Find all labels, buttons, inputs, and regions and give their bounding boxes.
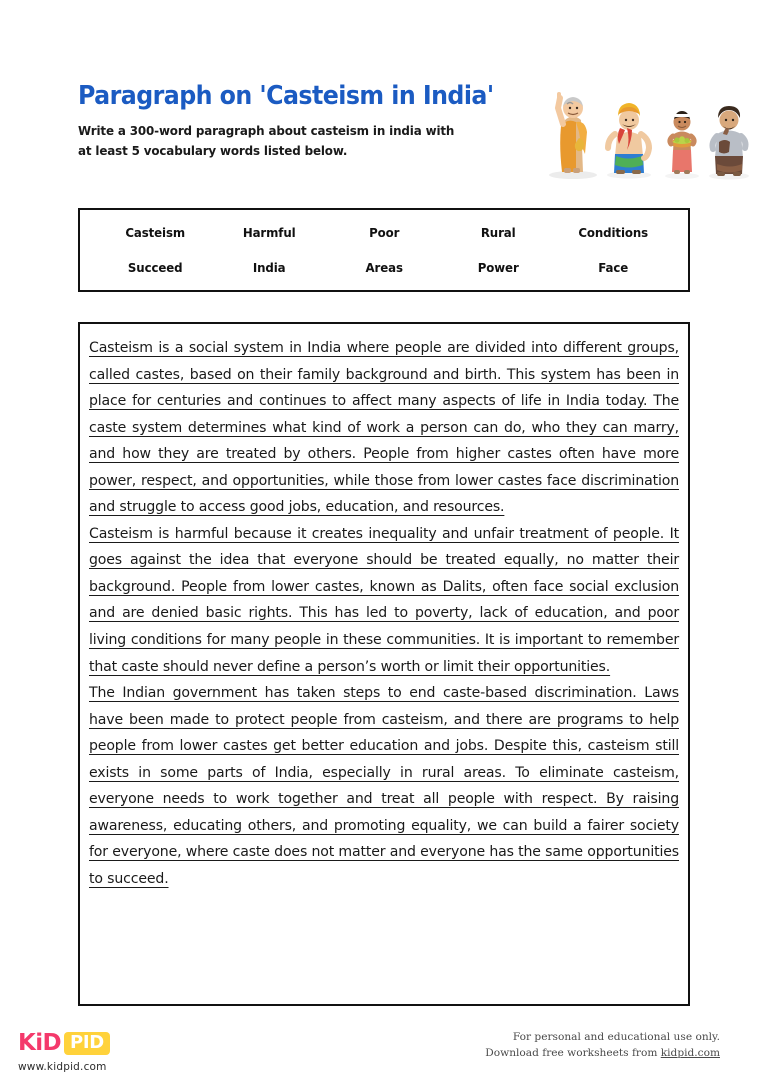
instructions-line-2: at least 5 vocabulary words listed below. xyxy=(78,142,348,158)
essay-answer-box[interactable] xyxy=(78,322,690,1006)
vocabulary-word: Succeed xyxy=(127,260,183,275)
vocabulary-word: Casteism xyxy=(125,225,186,240)
page-footer xyxy=(0,1026,768,1086)
essay-paragraph: Casteism is harmful because it creates inequality and unfair treatment of people. It goes against the idea that everyone should be treated equally, no matter their background. People from lower castes, known as Dalits, often face social exclusion and are denied basic rights. This has led to poverty, lack of education, and poor living conditions for many people in these communities. It is important to remember that caste should never define a person’s worth or limit their opportunities. xyxy=(89,525,679,675)
vocabulary-row-1 xyxy=(98,215,670,250)
logo-kid-text: KiD xyxy=(18,1029,61,1056)
vocabulary-word: India xyxy=(253,260,286,275)
logo-website-url: www.kidpid.com xyxy=(18,1061,107,1073)
header-text-block xyxy=(78,82,548,160)
footer-usage-notice xyxy=(485,1030,720,1062)
worksheet-instructions xyxy=(78,121,529,160)
vocabulary-word: Areas xyxy=(365,260,403,275)
shudra-worker-figure xyxy=(713,106,746,176)
vocabulary-word: Face xyxy=(597,260,628,275)
vaishya-merchant-figure xyxy=(670,111,694,174)
kidpid-link[interactable]: kidpid.com xyxy=(660,1046,720,1059)
vocabulary-word: Harmful xyxy=(243,225,296,240)
four-caste-figures-illustration xyxy=(543,76,755,180)
footer-notice-line-2 xyxy=(485,1046,720,1062)
logo-mark xyxy=(18,1030,208,1056)
vocabulary-word: Poor xyxy=(368,225,400,240)
essay-paragraph: The Indian government has taken steps to end caste-based discrimination. Laws have been made to protect people from casteism, and there are programs to help people from lower castes get better education and jobs. Despite this, casteism still exists in some parts of India, especially in rural areas. To eliminate casteism, everyone needs to work together and treat all people with respect. By raising awareness, educating others, and promoting equality, we can build a fairer society for everyone, where caste does not matter and everyone has the same opportunities to succeed. xyxy=(89,685,679,887)
essay-paragraph: Casteism is a social system in India where people are divided into different groups, called castes, based on their family background and birth. This system has been in place for centuries and continues to affect many aspects of life in India today. The caste system determines what kind of work a person can do, who they can marry, and how they are treated by others. People from higher castes often have more power, respect, and opportunities, while those from lower castes face discrimination and struggle to access good jobs, education, and resources. xyxy=(89,340,679,516)
essay-text-body xyxy=(89,335,679,892)
footer-notice-prefix: Download free worksheets from xyxy=(485,1046,661,1059)
kidpid-logo[interactable] xyxy=(18,1030,208,1073)
footer-notice-line-1: For personal and educational use only. xyxy=(512,1031,720,1043)
vocabulary-word: Rural xyxy=(481,225,516,240)
page-title: Paragraph on 'Casteism in India' xyxy=(78,81,494,111)
vocabulary-row-2 xyxy=(98,250,670,285)
instructions-line-1: Write a 300-word paragraph about casteism in india with xyxy=(78,123,455,139)
brahmin-priest-figure xyxy=(557,92,587,173)
vocabulary-word: Power xyxy=(477,260,519,275)
kshatriya-warrior-figure xyxy=(608,103,649,174)
vocabulary-word: Conditions xyxy=(577,225,648,240)
vocabulary-word-box xyxy=(78,208,690,292)
logo-pid-badge: PID xyxy=(64,1032,110,1055)
